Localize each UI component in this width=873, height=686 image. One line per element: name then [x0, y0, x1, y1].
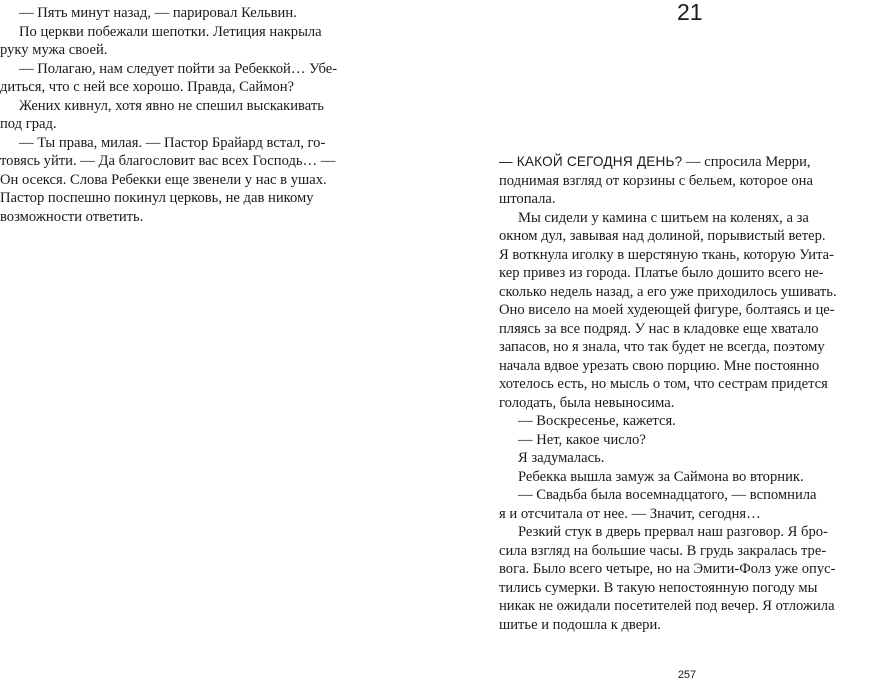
- text-line: руку мужа своей.: [0, 42, 108, 58]
- text-line: — Нет, какое число?: [518, 432, 646, 448]
- text-line: голодать, была невыносима.: [499, 395, 675, 411]
- text-line: запасов, но я знала, что так будет не всегда, поэтому: [499, 339, 825, 355]
- chapter-number: 21: [677, 0, 703, 25]
- text-line: Он осекся. Слова Ребекки еще звенели у нас в ушах.: [0, 172, 327, 188]
- chapter-opening-caps: — КАКОЙ СЕГОДНЯ ДЕНЬ?: [499, 154, 683, 169]
- text-line: поднимая взгляд от корзины с бельем, которое она: [499, 173, 813, 189]
- text-line: — Воскресенье, кажется.: [518, 413, 676, 429]
- chapter-opening-rest: — спросила Мерри,: [682, 154, 811, 170]
- text-line: кер привез из города. Платье было дошито всего не-: [499, 265, 824, 281]
- text-line: шитье и подошла к двери.: [499, 617, 661, 633]
- text-line: Ребекка вышла замуж за Саймона во вторник.: [518, 469, 804, 485]
- text-line: возможности ответить.: [0, 209, 144, 225]
- text-line: товясь уйти. — Да благословит вас всех Господь… —: [0, 153, 336, 169]
- text-line: окном дул, завывая над долиной, порывистый ветер.: [499, 228, 826, 244]
- page-number: 257: [677, 669, 697, 681]
- text-line: тились сумерки. В такую непостоянную погоду мы: [499, 580, 818, 596]
- text-line: — Ты права, милая. — Пастор Брайард встал, го-: [19, 135, 326, 151]
- text-line: Я задумалась.: [518, 450, 605, 466]
- text-line: Я воткнула иголку в шерстяную ткань, которую Уита-: [499, 247, 834, 263]
- text-line: начала вдвое урезать свою порцию. Мне постоянно: [499, 358, 820, 374]
- text-line: вога. Было всего четыре, но на Эмити-Фолз уже опус-: [499, 561, 836, 577]
- text-line: хотелось есть, но мысль о том, что сестрам придется: [499, 376, 828, 392]
- text-line: я и отсчитала от нее. — Значит, сегодня…: [499, 506, 761, 522]
- text-line: никак не ожидали посетителей под вечер. Я отложила: [499, 598, 835, 614]
- text-line: Пастор поспешно покинул церковь, не дав никому: [0, 190, 314, 206]
- text-line: диться, что с ней все хорошо. Правда, Саймон?: [0, 79, 295, 95]
- text-line: — Свадьба была восемнадцатого, — вспомнила: [518, 487, 817, 503]
- text-line: По церкви побежали шепотки. Летиция накрыла: [19, 24, 322, 40]
- text-line: штопала.: [499, 191, 556, 207]
- text-line: — Пять минут назад, — парировал Кельвин.: [19, 5, 297, 21]
- text-line: сколько недель назад, а его уже приходилось ушивать.: [499, 284, 837, 300]
- text-line: Резкий стук в дверь прервал наш разговор. Я бро-: [518, 524, 828, 540]
- text-line: — Полагаю, нам следует пойти за Ребеккой… Убе-: [19, 61, 338, 77]
- text-line: Оно висело на моей худеющей фигуре, болтаясь и це-: [499, 302, 835, 318]
- text-line: под град.: [0, 116, 57, 132]
- text-line: Мы сидели у камина с шитьем на коленях, а за: [518, 210, 809, 226]
- text-line: Жених кивнул, хотя явно не спешил выскакивать: [19, 98, 324, 114]
- chapter-opening-line: [499, 153, 811, 172]
- text-line: пляясь за все подряд. У нас в кладовке еще хватало: [499, 321, 819, 337]
- text-line: сила взгляд на большие часы. В грудь закралась тре-: [499, 543, 827, 559]
